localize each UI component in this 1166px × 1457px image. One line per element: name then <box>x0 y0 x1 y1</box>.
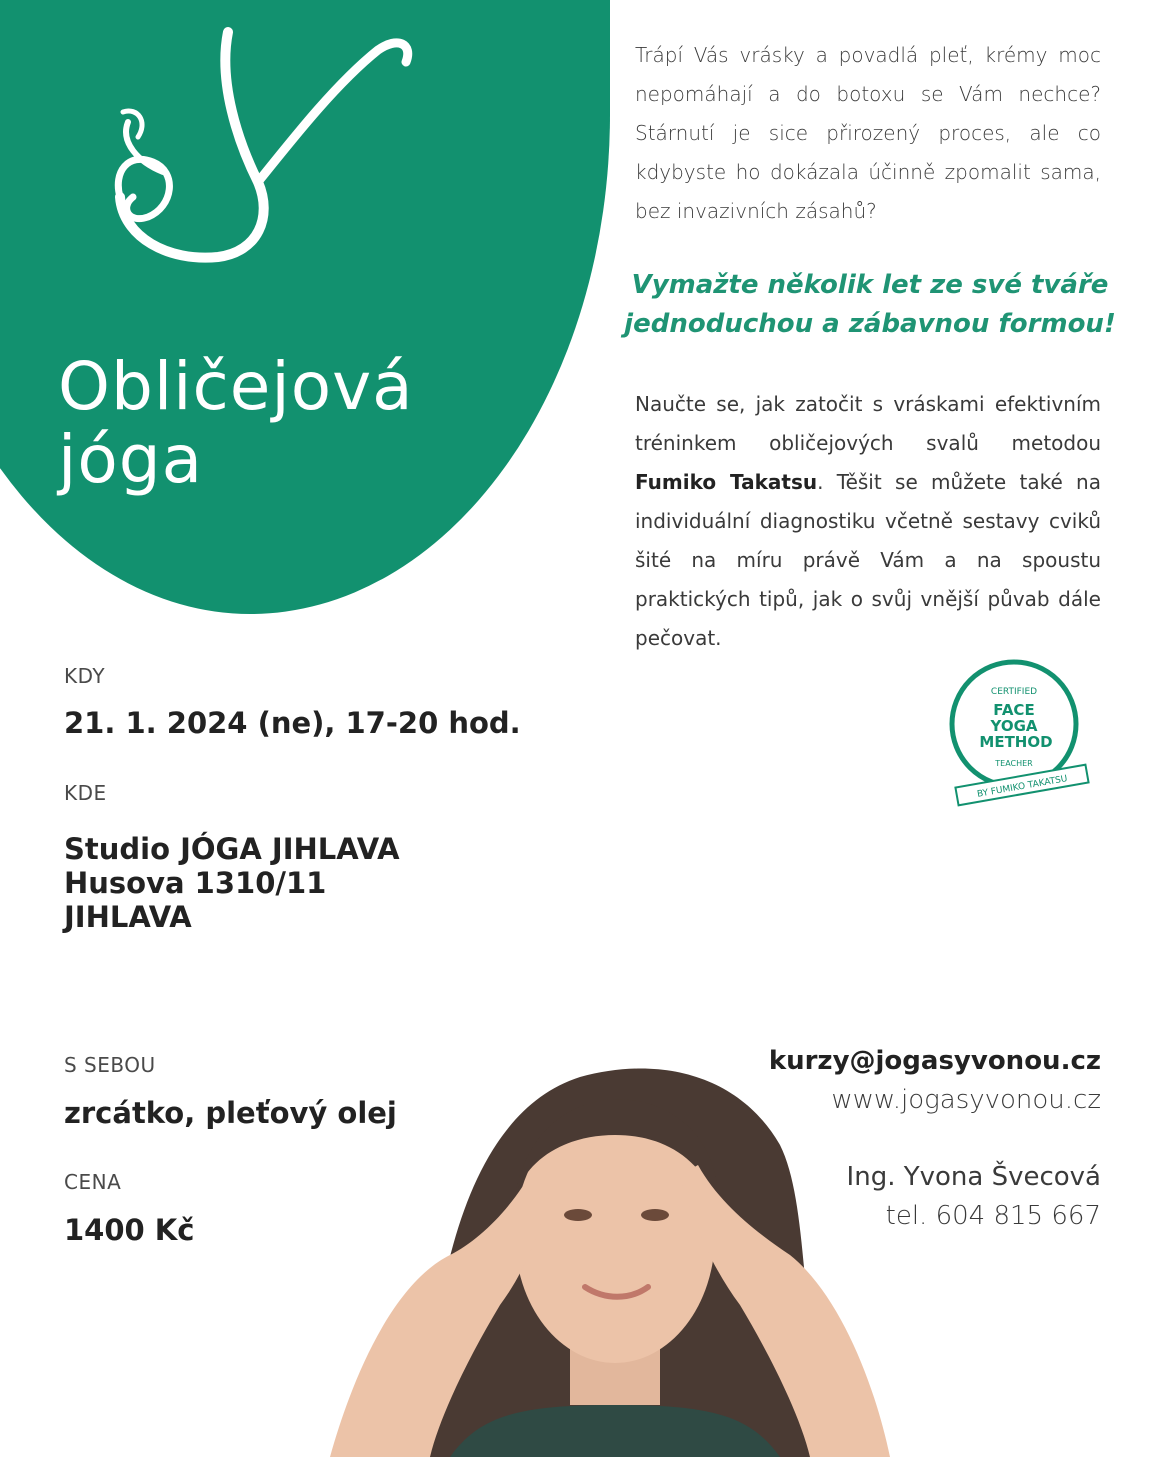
where-value <box>64 832 400 934</box>
description-after: . Těšit se můžete také na individuální diagnostiku včetně sestavy cviků šité na míru právě Vám a na spoustu praktických tipů, jak o svůj vnější půvab dále pečovat. <box>635 470 1101 650</box>
slogan <box>600 266 1140 344</box>
description-before: Naučte se, jak zatočit s vráskami efektivním tréninkem obličejových svalů metodou <box>635 392 1101 455</box>
when-label: KDY <box>64 664 106 688</box>
where-label: KDE <box>64 781 107 805</box>
badge-line-3: METHOD <box>979 733 1053 751</box>
price-label: CENA <box>64 1170 122 1194</box>
title-line-1: Obličejová <box>58 348 414 425</box>
logo-sy-monogram <box>108 22 418 272</box>
bring-value: zrcátko, pleťový olej <box>64 1096 397 1130</box>
price-value: 1400 Kč <box>64 1213 195 1247</box>
email-link[interactable]: kurzy@jogasyvonou.cz <box>768 1046 1101 1076</box>
slogan-line-1: Vymažte několik let ze své tváře <box>631 270 1109 300</box>
badge-line-2: YOGA <box>990 717 1038 735</box>
phone-number[interactable]: tel. 604 815 667 <box>885 1201 1101 1231</box>
method-name: Fumiko Takatsu <box>635 470 818 494</box>
instructor-name: Ing. Yvona Švecová <box>846 1162 1101 1192</box>
intro-paragraph: Trápí Vás vrásky a povadlá pleť, krémy moc nepomáhají a do botoxu se Vám nechce? Stárnutí je sice přirozený proces, ale co kdybyste ho dokázala účinně zpomalit sama, bez invazivních zásahů? <box>635 43 1101 223</box>
bring-label: S SEBOU <box>64 1053 156 1077</box>
badge-top-text: CERTIFIED <box>990 687 1038 697</box>
when-value: 21. 1. 2024 (ne), 17-20 hod. <box>64 706 521 740</box>
slogan-line-2: jednoduchou a zábavnou formou! <box>624 309 1116 339</box>
badge-ribbon-text: BY FUMIKO TAKATSU <box>976 774 1069 800</box>
where-line-1: Studio JÓGA JIHLAVA <box>64 832 400 866</box>
where-line-3: JIHLAVA <box>64 900 192 934</box>
instructor-photo <box>330 1055 900 1457</box>
badge-line-1: FACE <box>993 701 1035 719</box>
page-title <box>58 350 414 496</box>
website-link[interactable]: www.jogasyvonou.cz <box>831 1085 1101 1115</box>
certified-teacher-badge <box>936 650 1096 810</box>
description-paragraph <box>635 385 1101 658</box>
where-line-2: Husova 1310/11 <box>64 866 327 900</box>
badge-bottom-text: TEACHER <box>995 759 1033 768</box>
title-line-2: jóga <box>58 421 204 498</box>
